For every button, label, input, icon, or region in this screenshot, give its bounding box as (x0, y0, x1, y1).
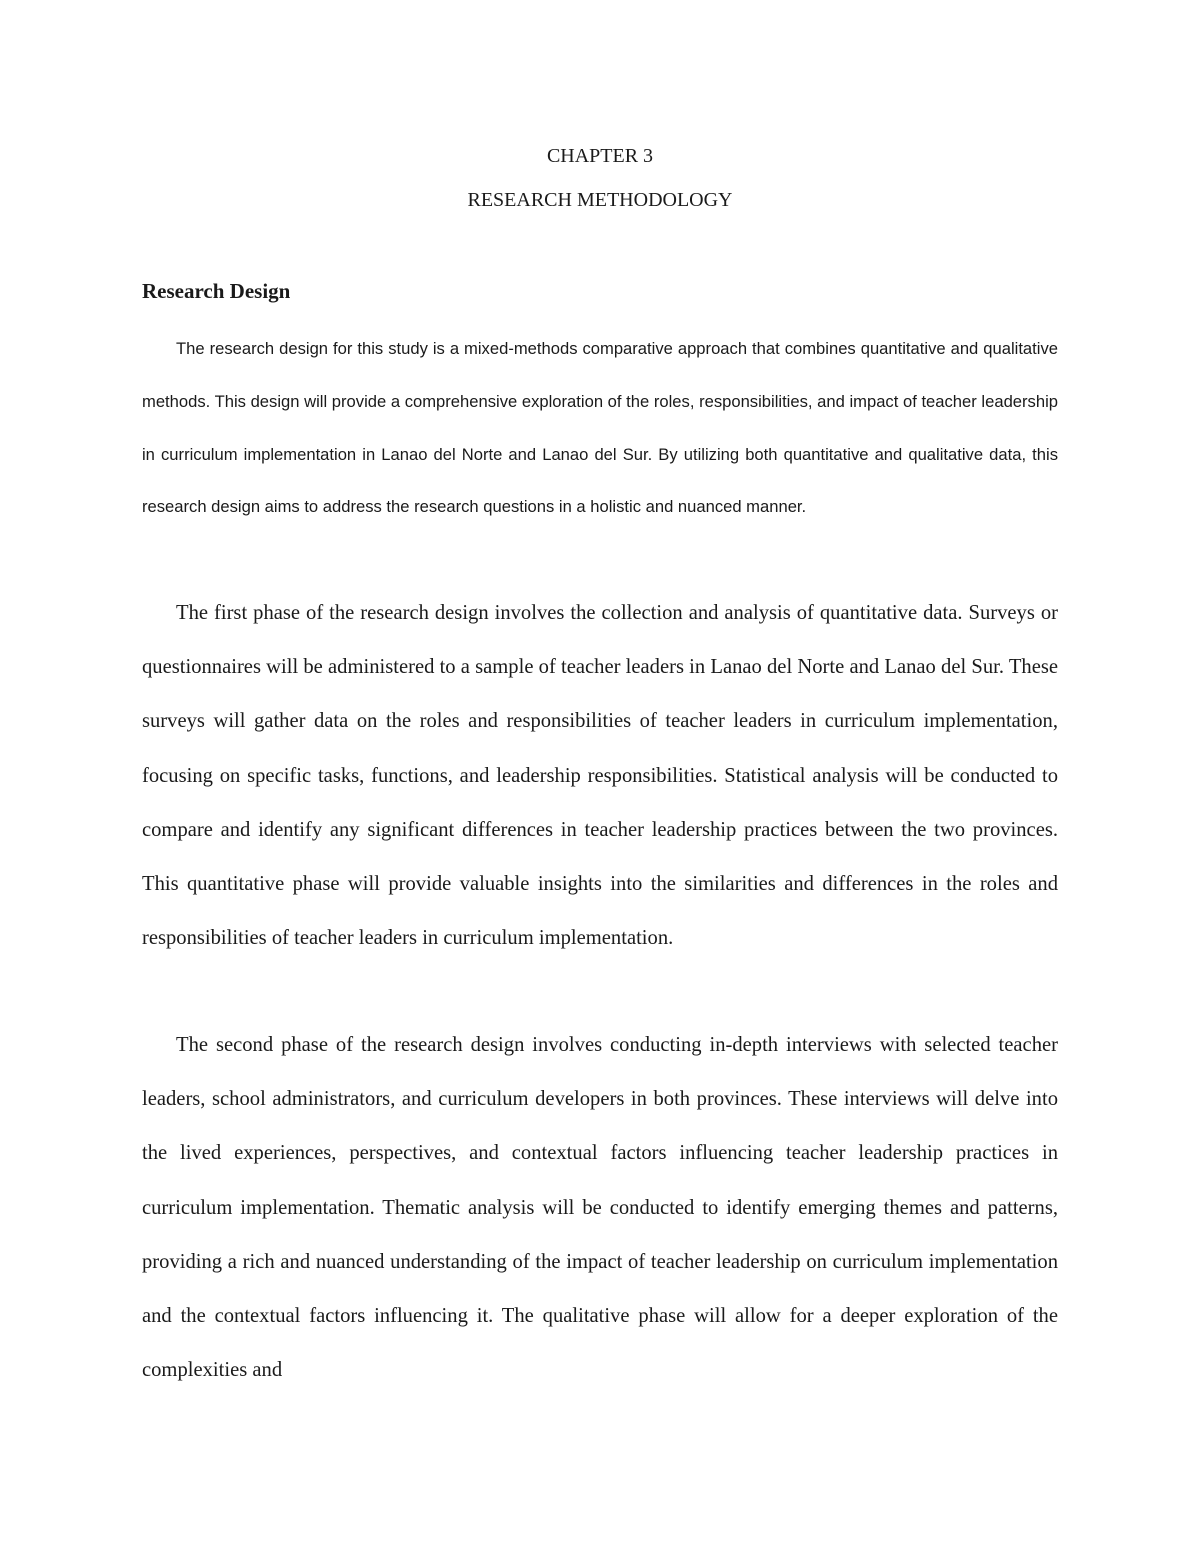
paragraph-research-design-intro (142, 323, 1058, 534)
paragraph-text: The research design for this study is a mixed-methods comparative approach that combines quantitative and qualitative methods. This design will provide a comprehensive exploration of the roles, responsibilities, and impact of teacher leadership in curriculum implementation in Lanao del Norte and Lanao del Sur. By utilizing both quantitative and qualitative data, this research design aims to address the research questions in a holistic and nuanced manner. (142, 339, 1058, 517)
section-heading: Research Design (142, 279, 291, 303)
paragraph-text: The first phase of the research design involves the collection and analysis of quantitative data. Surveys or questionnaires will be administered to a sample of teacher leaders in Lanao del Norte and Lanao del Sur. These surveys will gather data on the roles and responsibilities of teacher leaders in curriculum implementation, focusing on specific tasks, functions, and leadership responsibilities. Statistical analysis will be conducted to compare and identify any significant differences in teacher leadership practices between the two provinces. This quantitative phase will provide valuable insights into the similarities and differences in the roles and responsibilities of teacher leaders in curriculum implementation. (142, 602, 1058, 950)
paragraph-text: The second phase of the research design involves conducting in-depth interviews with selected teacher leaders, school administrators, and curriculum developers in both provinces. These interviews will delve into the lived experiences, perspectives, and contextual factors influencing teacher leadership practices in curriculum implementation. Thematic analysis will be conducted to identify emerging themes and patterns, providing a rich and nuanced understanding of the impact of teacher leadership on curriculum implementation and the contextual factors influencing it. The qualitative phase will allow for a deeper exploration of the complexities and (142, 1034, 1058, 1382)
chapter-title: RESEARCH METHODOLOGY (467, 189, 733, 211)
paragraph-first-phase (142, 586, 1058, 965)
chapter-label: CHAPTER 3 (546, 145, 654, 167)
paragraph-second-phase (142, 1018, 1058, 1397)
